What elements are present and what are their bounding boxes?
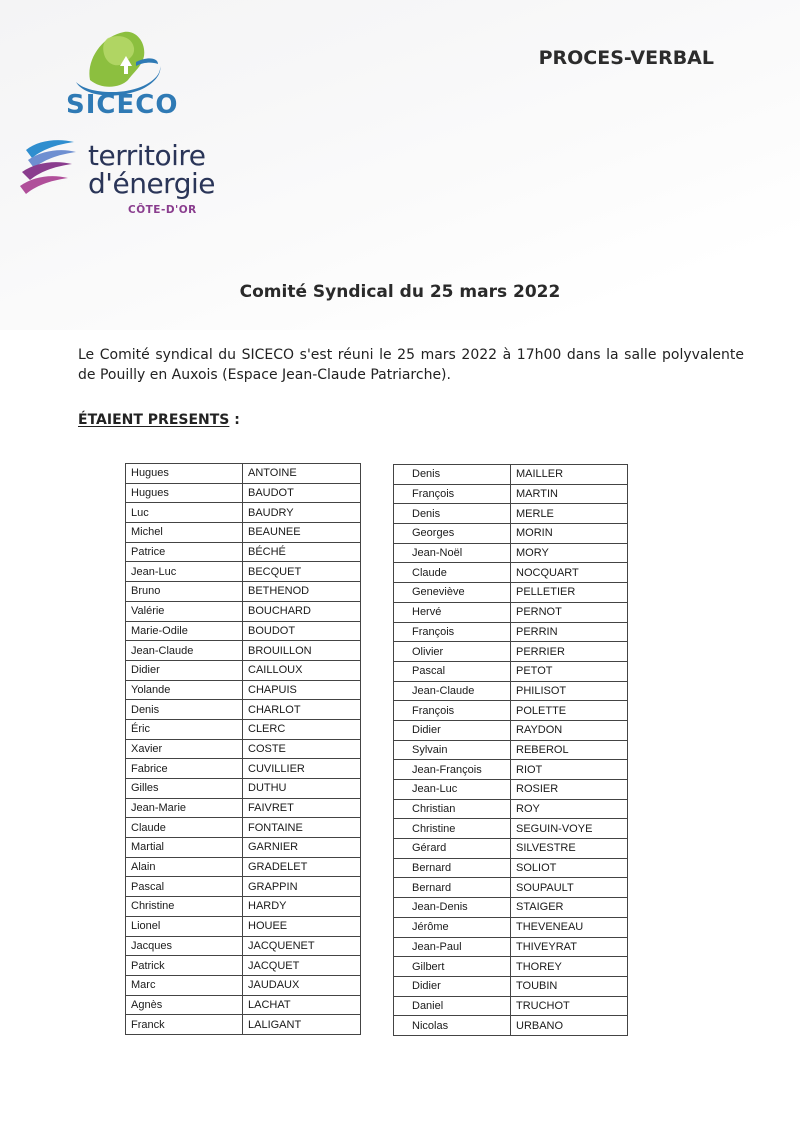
table-row (394, 1016, 628, 1036)
section-heading (78, 412, 240, 428)
attendees-table-left (125, 463, 361, 1035)
table-row (126, 464, 361, 484)
first-name-cell: Bernard (394, 878, 511, 898)
table-row (126, 818, 361, 838)
first-name-cell: Jean-Claude (126, 641, 243, 661)
table-row (126, 1015, 361, 1035)
last-name-cell: THIVEYRAT (511, 937, 628, 957)
table-row (126, 739, 361, 759)
table-row (394, 720, 628, 740)
last-name-cell: DUTHU (243, 779, 361, 799)
territoire-logo-line2: d'énergie (88, 167, 215, 200)
territoire-logo-line1: territoire (88, 139, 206, 172)
first-name-cell: Éric (126, 719, 243, 739)
last-name-cell: MERLE (511, 504, 628, 524)
attendees-table-left-body (126, 464, 361, 1035)
last-name-cell: BROUILLON (243, 641, 361, 661)
table-row (126, 582, 361, 602)
table-row (394, 583, 628, 603)
table-row (126, 601, 361, 621)
first-name-cell: Jean-Claude (394, 681, 511, 701)
last-name-cell: MARTIN (511, 484, 628, 504)
table-row (394, 976, 628, 996)
last-name-cell: CHARLOT (243, 700, 361, 720)
table-row (394, 504, 628, 524)
last-name-cell: PELLETIER (511, 583, 628, 603)
table-row (394, 937, 628, 957)
last-name-cell: BOUDOT (243, 621, 361, 641)
last-name-cell: GARNIER (243, 838, 361, 858)
last-name-cell: LALIGANT (243, 1015, 361, 1035)
first-name-cell: Pascal (126, 877, 243, 897)
table-row (126, 641, 361, 661)
table-row (126, 523, 361, 543)
table-row (126, 956, 361, 976)
table-row (126, 562, 361, 582)
first-name-cell: Valérie (126, 601, 243, 621)
last-name-cell: JACQUET (243, 956, 361, 976)
table-row (126, 503, 361, 523)
table-row (126, 857, 361, 877)
first-name-cell: Fabrice (126, 759, 243, 779)
table-row (394, 681, 628, 701)
table-row (394, 563, 628, 583)
table-row (394, 760, 628, 780)
last-name-cell: CUVILLIER (243, 759, 361, 779)
last-name-cell: PERRIN (511, 622, 628, 642)
territoire-logo-line3: CÔTE-D'OR (128, 204, 197, 216)
table-row (394, 524, 628, 544)
first-name-cell: Hugues (126, 483, 243, 503)
last-name-cell: LACHAT (243, 995, 361, 1015)
table-row (126, 660, 361, 680)
first-name-cell: Lionel (126, 916, 243, 936)
last-name-cell: MORY (511, 543, 628, 563)
table-row (394, 484, 628, 504)
first-name-cell: Yolande (126, 680, 243, 700)
last-name-cell: NOCQUART (511, 563, 628, 583)
section-heading-label: ÉTAIENT PRESENTS (78, 412, 230, 428)
first-name-cell: Didier (394, 720, 511, 740)
first-name-cell: Jacques (126, 936, 243, 956)
last-name-cell: BETHENOD (243, 582, 361, 602)
last-name-cell: COSTE (243, 739, 361, 759)
first-name-cell: Patrice (126, 542, 243, 562)
table-row (394, 957, 628, 977)
last-name-cell: RIOT (511, 760, 628, 780)
first-name-cell: Claude (394, 563, 511, 583)
document-type: PROCES-VERBAL (538, 47, 714, 69)
table-row (394, 661, 628, 681)
table-row (394, 839, 628, 859)
first-name-cell: François (394, 701, 511, 721)
first-name-cell: Daniel (394, 996, 511, 1016)
first-name-cell: Martial (126, 838, 243, 858)
last-name-cell: CLERC (243, 719, 361, 739)
first-name-cell: Gilbert (394, 957, 511, 977)
last-name-cell: BAUDOT (243, 483, 361, 503)
first-name-cell: Xavier (126, 739, 243, 759)
table-row (126, 838, 361, 858)
last-name-cell: PERRIER (511, 642, 628, 662)
first-name-cell: Didier (394, 976, 511, 996)
last-name-cell: BECQUET (243, 562, 361, 582)
table-row (394, 465, 628, 485)
table-row (126, 542, 361, 562)
table-row (126, 719, 361, 739)
first-name-cell: Alain (126, 857, 243, 877)
section-heading-suffix: : (229, 412, 240, 428)
intro-paragraph: Le Comité syndical du SICECO s'est réuni le 25 mars 2022 à 17h00 dans la salle polyvalente de Pouilly en Auxois (Espace Jean-Claude Patriarche). (78, 347, 744, 383)
first-name-cell: Patrick (126, 956, 243, 976)
last-name-cell: REBEROL (511, 740, 628, 760)
last-name-cell: STAIGER (511, 898, 628, 918)
table-row (394, 602, 628, 622)
table-row (126, 680, 361, 700)
first-name-cell: Georges (394, 524, 511, 544)
table-row (126, 995, 361, 1015)
last-name-cell: POLETTE (511, 701, 628, 721)
first-name-cell: Olivier (394, 642, 511, 662)
first-name-cell: Marie-Odile (126, 621, 243, 641)
table-row (394, 819, 628, 839)
first-name-cell: Pascal (394, 661, 511, 681)
table-row (126, 897, 361, 917)
table-row (394, 701, 628, 721)
last-name-cell: BEAUNEE (243, 523, 361, 543)
last-name-cell: MORIN (511, 524, 628, 544)
last-name-cell: TRUCHOT (511, 996, 628, 1016)
last-name-cell: BÉCHÉ (243, 542, 361, 562)
first-name-cell: Michel (126, 523, 243, 543)
attendees-table-right-body (394, 465, 628, 1036)
last-name-cell: SILVESTRE (511, 839, 628, 859)
last-name-cell: SEGUIN-VOYE (511, 819, 628, 839)
first-name-cell: Hervé (394, 602, 511, 622)
table-row (394, 878, 628, 898)
first-name-cell: Jean-Luc (394, 780, 511, 800)
table-row (126, 621, 361, 641)
first-name-cell: Agnès (126, 995, 243, 1015)
first-name-cell: Bernard (394, 858, 511, 878)
first-name-cell: François (394, 484, 511, 504)
last-name-cell: ROY (511, 799, 628, 819)
last-name-cell: CHAPUIS (243, 680, 361, 700)
siceco-logo-text: SICECO (66, 90, 179, 120)
last-name-cell: CAILLOUX (243, 660, 361, 680)
first-name-cell: Marc (126, 975, 243, 995)
first-name-cell: Jean-Luc (126, 562, 243, 582)
first-name-cell: Christian (394, 799, 511, 819)
table-row (394, 799, 628, 819)
table-row (394, 543, 628, 563)
table-row (126, 936, 361, 956)
last-name-cell: SOUPAULT (511, 878, 628, 898)
first-name-cell: Denis (394, 465, 511, 485)
first-name-cell: Sylvain (394, 740, 511, 760)
last-name-cell: URBANO (511, 1016, 628, 1036)
last-name-cell: MAILLER (511, 465, 628, 485)
last-name-cell: THEVENEAU (511, 917, 628, 937)
first-name-cell: Nicolas (394, 1016, 511, 1036)
last-name-cell: PETOT (511, 661, 628, 681)
last-name-cell: ANTOINE (243, 464, 361, 484)
table-row (126, 877, 361, 897)
first-name-cell: Bruno (126, 582, 243, 602)
table-row (394, 996, 628, 1016)
last-name-cell: ROSIER (511, 780, 628, 800)
last-name-cell: FONTAINE (243, 818, 361, 838)
table-row (394, 898, 628, 918)
table-row (126, 916, 361, 936)
table-row (394, 780, 628, 800)
first-name-cell: Christine (394, 819, 511, 839)
first-name-cell: Gérard (394, 839, 511, 859)
first-name-cell: Hugues (126, 464, 243, 484)
first-name-cell: Jean-Marie (126, 798, 243, 818)
attendees-table-right (393, 464, 628, 1036)
first-name-cell: Jean-Paul (394, 937, 511, 957)
last-name-cell: PERNOT (511, 602, 628, 622)
first-name-cell: Didier (126, 660, 243, 680)
first-name-cell: Jérôme (394, 917, 511, 937)
last-name-cell: JACQUENET (243, 936, 361, 956)
first-name-cell: Claude (126, 818, 243, 838)
last-name-cell: GRAPPIN (243, 877, 361, 897)
last-name-cell: FAIVRET (243, 798, 361, 818)
last-name-cell: RAYDON (511, 720, 628, 740)
table-row (394, 642, 628, 662)
table-row (394, 622, 628, 642)
first-name-cell: Denis (394, 504, 511, 524)
last-name-cell: BAUDRY (243, 503, 361, 523)
last-name-cell: PHILISOT (511, 681, 628, 701)
first-name-cell: Luc (126, 503, 243, 523)
first-name-cell: Denis (126, 700, 243, 720)
last-name-cell: GRADELET (243, 857, 361, 877)
first-name-cell: Franck (126, 1015, 243, 1035)
last-name-cell: THOREY (511, 957, 628, 977)
first-name-cell: Jean-François (394, 760, 511, 780)
table-row (394, 917, 628, 937)
last-name-cell: BOUCHARD (243, 601, 361, 621)
first-name-cell: François (394, 622, 511, 642)
table-row (126, 759, 361, 779)
last-name-cell: HARDY (243, 897, 361, 917)
table-row (126, 798, 361, 818)
last-name-cell: SOLIOT (511, 858, 628, 878)
first-name-cell: Gilles (126, 779, 243, 799)
document-title: Comité Syndical du 25 mars 2022 (239, 282, 561, 302)
table-row (126, 700, 361, 720)
table-row (394, 740, 628, 760)
last-name-cell: HOUEE (243, 916, 361, 936)
table-row (126, 779, 361, 799)
first-name-cell: Geneviève (394, 583, 511, 603)
table-row (126, 975, 361, 995)
last-name-cell: TOUBIN (511, 976, 628, 996)
first-name-cell: Jean-Denis (394, 898, 511, 918)
first-name-cell: Jean-Noël (394, 543, 511, 563)
last-name-cell: JAUDAUX (243, 975, 361, 995)
first-name-cell: Christine (126, 897, 243, 917)
table-row (394, 858, 628, 878)
table-row (126, 483, 361, 503)
territoire-energie-logo-icon (18, 136, 78, 198)
